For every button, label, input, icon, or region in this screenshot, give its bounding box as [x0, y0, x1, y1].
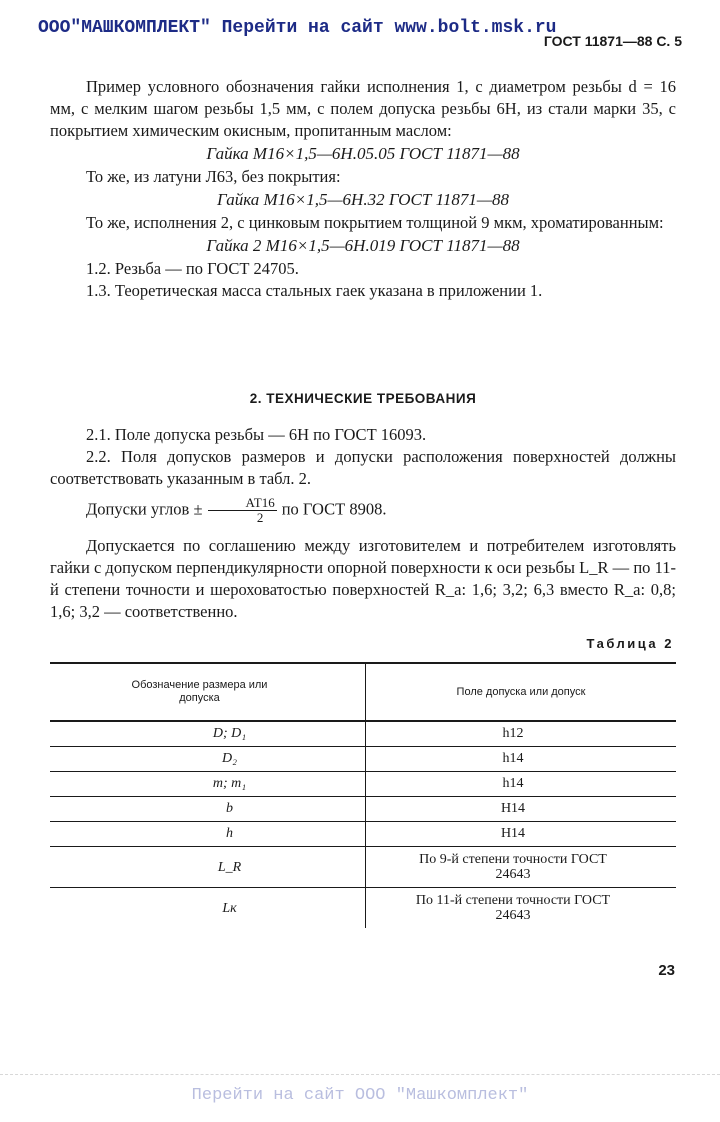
standard-reference: ГОСТ 11871—88 С. 5	[543, 33, 682, 49]
tolerance-table	[50, 662, 676, 928]
designation-formula-1: Гайка М16×1,5—6Н.05.05 ГОСТ 11871—88	[206, 144, 520, 163]
table-header-symbol: Обозначение размера или допуска	[50, 663, 366, 721]
table-row	[50, 747, 676, 772]
page-number: 23	[658, 962, 675, 979]
row-symbol: D₂	[50, 747, 366, 772]
section-2-title: 2. ТЕХНИЧЕСКИЕ ТРЕБОВАНИЯ	[249, 391, 477, 406]
clause-2-1: 2.1. Поле допуска резьбы — 6Н по ГОСТ 16093.	[86, 425, 427, 444]
clause-1-3: 1.3. Теоретическая масса стальных гаек указана в приложении 1.	[86, 281, 543, 300]
row-value: h14	[502, 776, 524, 791]
table-caption: Таблица 2	[586, 636, 674, 651]
designation-formula-3: Гайка 2 М16×1,5—6Н.019 ГОСТ 11871—88	[206, 236, 520, 255]
angle-tolerance-line	[50, 496, 676, 525]
intro-paragraph-2: То же, из латуни Л63, без покрытия:	[86, 167, 341, 186]
row-symbol: b	[50, 797, 366, 822]
intro-block	[50, 76, 676, 302]
header-site-link[interactable]: ООО"МАШКОМПЛЕКТ" Перейти на сайт www.bolt.msk.ru	[38, 18, 557, 38]
clause-2-2-note: Допускается по соглашению между изготовителем и потребителем изготовлять гайки с допуском перпендикулярности опорной поверхности к оси резьбы L_R — по 11-й степени точности и шероховатостью поверхностей R_a: 1,6; 3,2; 6,3 вместо R_a: 0,8; 1,6; 3,2 — соответственно.	[50, 536, 676, 621]
row-symbol: D; D₁	[50, 721, 366, 747]
clause-1-2: 1.2. Резьба — по ГОСТ 24705.	[86, 259, 299, 278]
angle-tolerance-suffix: по ГОСТ 8908.	[281, 499, 387, 519]
table-header-row	[50, 663, 676, 721]
row-symbol: m; m₁	[50, 772, 366, 797]
footer-site-link[interactable]: Перейти на сайт ООО "Машкомплект"	[191, 1086, 529, 1105]
intro-paragraph-1: Пример условного обозначения гайки исполнения 1, с диаметром резьбы d = 16 мм, с мелким шагом резьбы 1,5 мм, с полем допуска резьбы 6Н, из стали марки 35, с покрытием химическим окисным, пропитанным маслом:	[50, 77, 676, 140]
row-value: h14	[502, 751, 524, 766]
row-symbol: Lк	[50, 888, 366, 929]
table-row	[50, 797, 676, 822]
section-2	[50, 388, 676, 623]
table-row	[50, 721, 676, 747]
designation-formula-2: Гайка М16×1,5—6Н.32 ГОСТ 11871—88	[217, 190, 509, 209]
row-value: По 11-й степени точности ГОСТ 24643	[415, 893, 611, 923]
clause-2-2: 2.2. Поля допусков размеров и допуски расположения поверхностей должны соответствовать указанным в табл. 2.	[50, 447, 676, 488]
row-value: По 9-й степени точности ГОСТ 24643	[419, 852, 607, 882]
row-value: H14	[500, 801, 526, 816]
angle-tolerance-prefix: Допуски углов ±	[86, 499, 203, 519]
table-row	[50, 847, 676, 888]
row-value: H14	[500, 826, 526, 841]
row-symbol: h	[50, 822, 366, 847]
table-row	[50, 772, 676, 797]
fraction-numerator: АТ16	[208, 496, 277, 511]
row-symbol: L_R	[50, 847, 366, 888]
row-value: h12	[502, 726, 524, 741]
table-header-value: Поле допуска или допуск	[456, 685, 586, 698]
table-row	[50, 822, 676, 847]
table-row	[50, 888, 676, 929]
angle-tolerance-fraction	[208, 496, 277, 525]
intro-paragraph-3: То же, исполнения 2, с цинковым покрытием толщиной 9 мкм, хроматированным:	[86, 213, 664, 232]
footer-divider	[0, 1074, 720, 1075]
fraction-denominator: 2	[256, 510, 264, 525]
